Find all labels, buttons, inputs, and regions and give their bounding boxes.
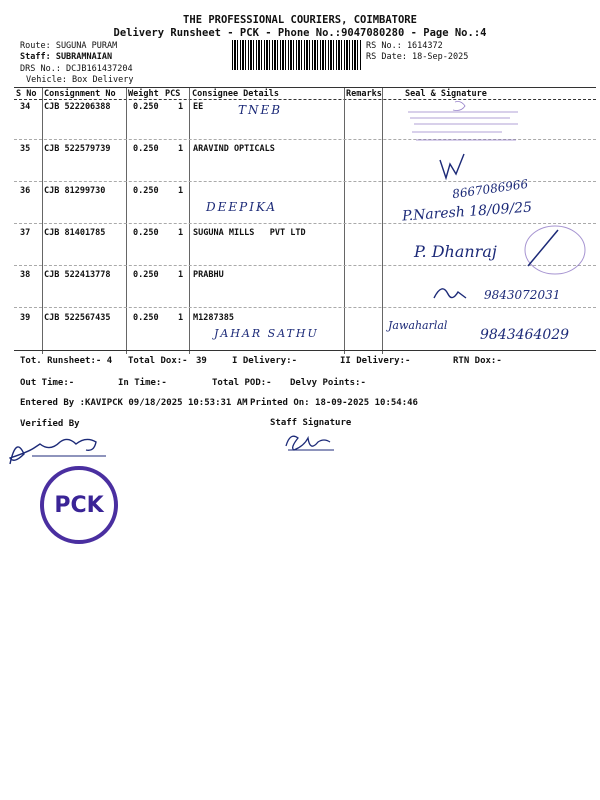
delivery-points: Delvy Points:- (290, 378, 366, 388)
row-sno: 39 (20, 313, 31, 323)
col-remarks: Remarks (346, 89, 382, 99)
row-divider (14, 307, 596, 308)
row-pcs: 1 (178, 186, 184, 196)
rs-number: RS No.: 1614372 (366, 41, 443, 51)
row-pcs: 1 (178, 228, 184, 238)
row-divider (14, 223, 596, 224)
row-divider (14, 265, 596, 266)
col-sno: S No (16, 89, 37, 99)
handwritten-name: DEEPIKA (206, 200, 278, 214)
row-weight: 0.250 (133, 186, 159, 196)
row-consignment: CJB 522579739 (44, 144, 111, 154)
row-consignment: CJB 81299730 (44, 186, 106, 196)
row-pcs: 1 (178, 270, 184, 280)
table-row (0, 228, 600, 268)
row-weight: 0.250 (133, 313, 159, 323)
row-weight: 0.250 (133, 228, 159, 238)
table-row (0, 176, 600, 226)
total-dox-value: 39 (196, 356, 207, 366)
col-seal: Seal & Signature (405, 89, 487, 99)
col-consignment: Consignment No (44, 89, 116, 99)
total-runsheet: Tot. Runsheet:- 4 (20, 356, 113, 366)
drs-number: DRS No.: DCJB161437204 (20, 64, 133, 74)
out-time: Out Time:- (20, 378, 75, 388)
round-stamp-icon (520, 222, 590, 277)
handwritten-name: JAHAR SATHU (214, 327, 319, 340)
row-consignment: CJB 81401785 (44, 228, 106, 238)
handwritten-signature: P. Dhanraj (414, 242, 497, 261)
row-consignee: EE (193, 102, 204, 112)
handwritten-phone: 9843464029 (480, 327, 570, 343)
total-pod: Total POD:- (212, 378, 272, 388)
pck-stamp (40, 466, 118, 544)
row-consignee: PRABHU (193, 270, 224, 280)
row-sno: 36 (20, 186, 31, 196)
staff-signature-icon (280, 428, 340, 456)
handwritten-name: TNEB (238, 103, 283, 117)
row-sno: 37 (20, 228, 31, 238)
verified-by: Verified By (20, 419, 80, 429)
row-consignment: CJB 522567435 (44, 313, 111, 323)
row-consignee: M1287385 (193, 313, 234, 323)
row-sno: 38 (20, 270, 31, 280)
company-title: THE PROFESSIONAL COURIERS, COIMBATORE (183, 14, 417, 26)
row-weight: 0.250 (133, 144, 159, 154)
in-time: In Time:- (118, 378, 167, 388)
row-weight: 0.250 (133, 270, 159, 280)
staff: Staff: SUBRAMNAIAN (20, 52, 113, 62)
ii-delivery: II Delivery:- (340, 356, 411, 366)
handwritten-phone: 8667086966 (451, 176, 529, 202)
staff-signature-label: Staff Signature (270, 418, 352, 428)
row-consignment: CJB 522413778 (44, 270, 111, 280)
route: Route: SUGUNA PURAM (20, 41, 118, 51)
seal-stamp-icon (400, 100, 530, 190)
col-consignee: Consignee Details (192, 89, 279, 99)
row-sno: 35 (20, 144, 31, 154)
row-weight: 0.250 (133, 102, 159, 112)
rtn-dox: RTN Dox:- (453, 356, 502, 366)
barcode (232, 40, 362, 70)
row-pcs: 1 (178, 144, 184, 154)
handwritten-signature: P.Naresh 18/09/25 (401, 199, 533, 225)
i-delivery: I Delivery:- (232, 356, 298, 366)
row-consignee: SUGUNA MILLS PVT LTD (193, 228, 306, 238)
row-sno: 34 (20, 102, 31, 112)
verifier-signature-icon (4, 434, 114, 474)
row-consignee: ARAVIND OPTICALS (193, 144, 275, 154)
entered-by: Entered By :KAVIPCK 09/18/2025 10:53:31 AM (20, 398, 248, 408)
row-pcs: 1 (178, 313, 184, 323)
row-pcs: 1 (178, 102, 184, 112)
runsheet-subtitle: Delivery Runsheet - PCK - Phone No.:9047080280 - Page No.:4 (113, 27, 487, 39)
table-top-rule (14, 87, 596, 88)
row-consignment: CJB 522206388 (44, 102, 111, 112)
rs-date: RS Date: 18-Sep-2025 (366, 52, 469, 62)
signature-mark-icon (430, 280, 480, 305)
vehicle: Vehicle: Box Delivery (26, 75, 134, 85)
printed-on: Printed On: 18-09-2025 10:54:46 (250, 398, 418, 408)
table-bottom-rule (14, 350, 596, 351)
total-dox-label: Total Dox:- (128, 356, 188, 366)
handwritten-signature: Jawaharlal (388, 319, 448, 332)
pck-stamp-text: PCK (54, 492, 104, 518)
table-row (0, 270, 600, 310)
table-row (0, 313, 600, 353)
col-weight: Weight (128, 89, 159, 99)
col-pcs: PCS (165, 89, 181, 99)
handwritten-phone: 9843072031 (484, 288, 561, 302)
